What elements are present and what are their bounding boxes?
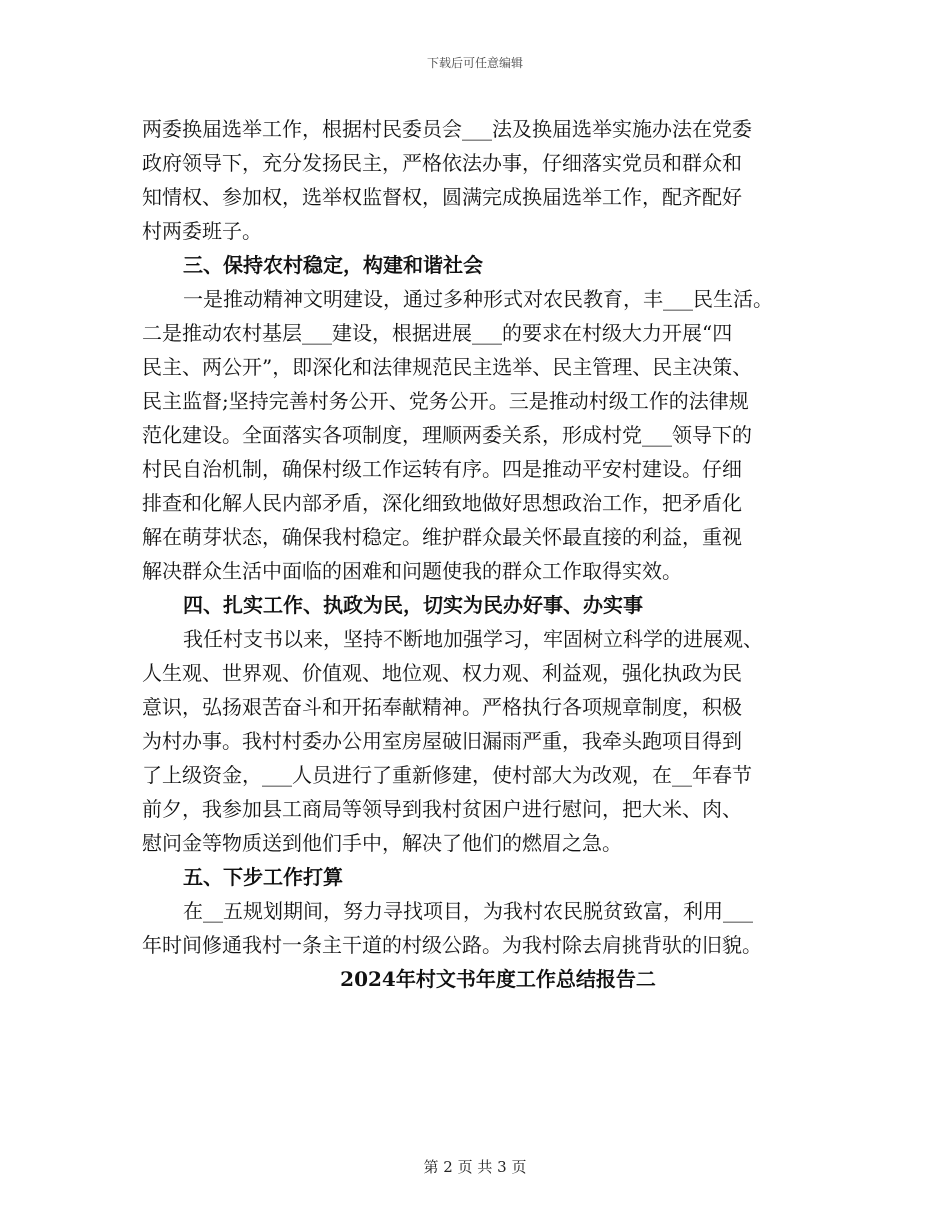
body-line: 解在萌芽状态，确保我村稳定。维护群众最关怀最直接的利益，重视 (142, 525, 742, 549)
body-line: 了上级资金，___人员进行了重新修建，使村部大为改观，在__年春节 (142, 763, 752, 787)
body-line: 前夕，我参加县工商局等领导到我村贫困户进行慰问，把大米、肉、 (142, 797, 742, 821)
body-line: 民主监督;坚持完善村务公开、党务公开。三是推动村级工作的法律规 (142, 389, 749, 413)
section-heading-3: 三、保持农村稳定，构建和谐社会 (183, 253, 483, 277)
body-line: 村两委班子。 (142, 219, 262, 243)
body-line: 范化建设。全面落实各项制度，理顺两委关系，形成村党___领导下的 (142, 423, 752, 447)
body-line: 排查和化解人民内部矛盾，深化细致地做好思想政治工作，把矛盾化 (142, 491, 742, 515)
body-line: 年时间修通我村一条主干道的村级公路。为我村除去肩挑背驮的旧貌。 (142, 933, 762, 957)
body-line: 政府领导下，充分发扬民主，严格依法办事，仔细落实党员和群众和 (142, 151, 742, 175)
section-heading-4: 四、扎实工作、执政为民，切实为民办好事、办实事 (183, 593, 643, 617)
body-line: 村民自治机制，确保村级工作运转有序。四是推动平安村建设。仔细 (142, 457, 742, 481)
body-line: 二是推动农村基层___建设，根据进展___的要求在村级大力开展“四 (142, 321, 733, 345)
body-line: 为村办事。我村村委办公用室房屋破旧漏雨严重，我牵头跑项目得到 (142, 729, 742, 753)
document-body (142, 112, 822, 996)
body-line: 解决群众生活中面临的困难和问题使我的群众工作取得实效。 (142, 559, 682, 583)
body-line: 知情权、参加权，选举权监督权，圆满完成换届选举工作，配齐配好 (142, 185, 742, 209)
report-title: 2024年村文书年度工作总结报告二 (340, 967, 656, 991)
body-line: 意识，弘扬艰苦奋斗和开拓奉献精神。严格执行各项规章制度，积极 (142, 695, 742, 719)
body-line: 两委换届选举工作，根据村民委员会___法及换届选举实施办法在党委 (142, 117, 752, 141)
body-line: 民主、两公开”，即深化和法律规范民主选举、民主管理、民主决策、 (142, 355, 753, 379)
body-line: 在__五规划期间，努力寻找项目，为我村农民脱贫致富，利用___ (183, 899, 753, 923)
body-line: 慰问金等物质送到他们手中，解决了他们的燃眉之急。 (142, 831, 622, 855)
section-heading-5: 五、下步工作打算 (183, 865, 343, 889)
body-line: 人生观、世界观、价值观、地位观、权力观、利益观，强化执政为民 (142, 661, 742, 685)
body-line: 一是推动精神文明建设，通过多种形式对农民教育，丰___民生活。 (183, 287, 773, 311)
page-header: 下载后可任意编辑 (426, 56, 523, 70)
page-footer: 第 2 页 共 3 页 (423, 1158, 527, 1176)
body-line: 我任村支书以来，坚持不断地加强学习，牢固树立科学的进展观、 (183, 627, 763, 651)
